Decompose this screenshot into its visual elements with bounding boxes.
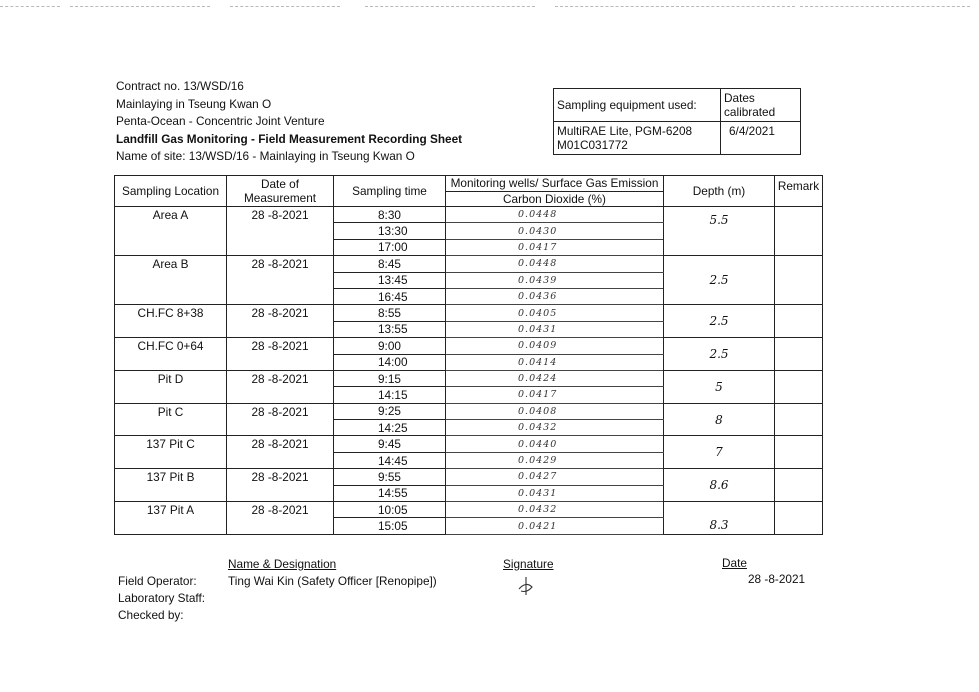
remark-cell bbox=[775, 305, 823, 338]
header-remark: Remark bbox=[775, 176, 823, 207]
equipment-header: Sampling equipment used: bbox=[554, 89, 721, 122]
co2-value: 0.0432 bbox=[446, 420, 664, 436]
time-cell: 10:05 bbox=[334, 502, 446, 518]
header-location: Sampling Location bbox=[115, 176, 227, 207]
equipment-table bbox=[553, 88, 801, 155]
time-cell: 14:45 bbox=[334, 452, 446, 468]
time-cell: 14:00 bbox=[334, 354, 446, 370]
location-cell: Area A bbox=[115, 207, 227, 256]
time-cell: 8:45 bbox=[334, 256, 446, 272]
document-header bbox=[116, 78, 462, 166]
field-operator-name: Ting Wai Kin (Safety Officer [Renopipe]) bbox=[228, 574, 437, 588]
co2-value: 0.0436 bbox=[446, 288, 664, 304]
time-cell: 8:55 bbox=[334, 305, 446, 321]
header-co2: Carbon Dioxide (%) bbox=[446, 191, 664, 207]
table-row bbox=[115, 338, 823, 354]
time-cell: 17:00 bbox=[334, 239, 446, 255]
date-cell: 28 -8-2021 bbox=[227, 256, 334, 305]
location-cell: Pit D bbox=[115, 370, 227, 403]
table-row bbox=[115, 502, 823, 518]
remark-cell bbox=[775, 207, 823, 256]
field-operator-label: Field Operator: bbox=[118, 574, 197, 588]
time-cell: 14:15 bbox=[334, 387, 446, 403]
contract-number: Contract no. 13/WSD/16 bbox=[116, 79, 244, 93]
depth-cell: 2.5 bbox=[664, 305, 775, 338]
time-cell: 9:55 bbox=[334, 469, 446, 485]
name-designation-heading: Name & Designation bbox=[228, 557, 337, 571]
co2-value: 0.0448 bbox=[446, 256, 664, 272]
co2-value: 0.0440 bbox=[446, 436, 664, 452]
field-operator-date: 28 -8-2021 bbox=[748, 572, 806, 586]
calibrated-header: Dates calibrated bbox=[721, 89, 801, 122]
remark-cell bbox=[775, 256, 823, 305]
co2-value: 0.0408 bbox=[446, 403, 664, 419]
location-cell: Area B bbox=[115, 256, 227, 305]
co2-value: 0.0430 bbox=[446, 223, 664, 239]
date-cell: 28 -8-2021 bbox=[227, 370, 334, 403]
co2-value: 0.0429 bbox=[446, 452, 664, 468]
co2-value: 0.0427 bbox=[446, 469, 664, 485]
date-cell: 28 -8-2021 bbox=[227, 207, 334, 256]
depth-cell: 8.3 bbox=[664, 502, 775, 535]
co2-value: 0.0409 bbox=[446, 338, 664, 354]
laboratory-staff-label: Laboratory Staff: bbox=[118, 591, 206, 605]
co2-value: 0.0439 bbox=[446, 272, 664, 288]
time-cell: 9:00 bbox=[334, 338, 446, 354]
location-cell: 137 Pit A bbox=[115, 502, 227, 535]
remark-cell bbox=[775, 403, 823, 436]
equipment-serial: M01C031772 bbox=[557, 138, 628, 152]
scan-artifact bbox=[800, 6, 970, 7]
scan-artifact bbox=[230, 6, 340, 7]
depth-cell: 2.5 bbox=[664, 256, 775, 305]
remark-cell bbox=[775, 502, 823, 535]
measurement-table bbox=[114, 175, 823, 535]
date-cell: 28 -8-2021 bbox=[227, 305, 334, 338]
date-cell: 28 -8-2021 bbox=[227, 469, 334, 502]
remark-cell bbox=[775, 436, 823, 469]
date-cell: 28 -8-2021 bbox=[227, 338, 334, 371]
table-row bbox=[115, 469, 823, 485]
calibration-date: 6/4/2021 bbox=[721, 122, 801, 155]
scan-artifact bbox=[70, 6, 210, 7]
depth-cell: 7 bbox=[664, 436, 775, 469]
depth-cell: 2.5 bbox=[664, 338, 775, 371]
location-cell: Pit C bbox=[115, 403, 227, 436]
location-cell: CH.FC 0+64 bbox=[115, 338, 227, 371]
scan-artifact bbox=[365, 6, 535, 7]
co2-value: 0.0417 bbox=[446, 239, 664, 255]
depth-cell: 5 bbox=[664, 370, 775, 403]
date-cell: 28 -8-2021 bbox=[227, 436, 334, 469]
date-heading: Date bbox=[722, 556, 747, 570]
co2-value: 0.0431 bbox=[446, 485, 664, 501]
time-cell: 13:55 bbox=[334, 321, 446, 337]
header-time: Sampling time bbox=[334, 176, 446, 207]
remark-cell bbox=[775, 469, 823, 502]
signature-mark bbox=[515, 575, 537, 597]
depth-cell: 8 bbox=[664, 403, 775, 436]
site-name: Name of site: 13/WSD/16 - Mainlaying in Tseung Kwan O bbox=[116, 149, 415, 163]
co2-value: 0.0421 bbox=[446, 518, 664, 534]
co2-value: 0.0424 bbox=[446, 370, 664, 386]
equipment-model: MultiRAE Lite, PGM-6208 bbox=[557, 124, 693, 138]
time-cell: 15:05 bbox=[334, 518, 446, 534]
time-cell: 16:45 bbox=[334, 288, 446, 304]
co2-value: 0.0448 bbox=[446, 207, 664, 223]
time-cell: 13:30 bbox=[334, 223, 446, 239]
signature-heading: Signature bbox=[503, 557, 554, 571]
equipment-cell bbox=[554, 122, 721, 155]
header-gas-emission: Monitoring wells/ Surface Gas Emission bbox=[446, 176, 664, 192]
table-row bbox=[115, 207, 823, 223]
table-row bbox=[115, 370, 823, 386]
time-cell: 13:45 bbox=[334, 272, 446, 288]
table-row bbox=[115, 305, 823, 321]
project-name: Mainlaying in Tseung Kwan O bbox=[116, 96, 272, 111]
header-depth: Depth (m) bbox=[664, 176, 775, 207]
co2-value: 0.0417 bbox=[446, 387, 664, 403]
co2-value: 0.0405 bbox=[446, 305, 664, 321]
table-row bbox=[115, 256, 823, 272]
depth-cell: 8.6 bbox=[664, 469, 775, 502]
location-cell: 137 Pit B bbox=[115, 469, 227, 502]
table-row bbox=[115, 436, 823, 452]
location-cell: CH.FC 8+38 bbox=[115, 305, 227, 338]
time-cell: 9:15 bbox=[334, 370, 446, 386]
location-cell: 137 Pit C bbox=[115, 436, 227, 469]
header-date: Date of Measurement bbox=[227, 176, 334, 207]
checked-by-label: Checked by: bbox=[118, 608, 184, 622]
remark-cell bbox=[775, 370, 823, 403]
scan-artifact bbox=[555, 6, 795, 7]
time-cell: 14:25 bbox=[334, 420, 446, 436]
table-row bbox=[115, 403, 823, 419]
time-cell: 14:55 bbox=[334, 485, 446, 501]
co2-value: 0.0414 bbox=[446, 354, 664, 370]
remark-cell bbox=[775, 338, 823, 371]
co2-value: 0.0431 bbox=[446, 321, 664, 337]
contractor-name: Penta-Ocean - Concentric Joint Venture bbox=[116, 114, 325, 128]
time-cell: 9:25 bbox=[334, 403, 446, 419]
depth-cell: 5.5 bbox=[664, 207, 775, 256]
scan-artifact bbox=[0, 6, 60, 7]
time-cell: 8:30 bbox=[334, 207, 446, 223]
date-cell: 28 -8-2021 bbox=[227, 502, 334, 535]
date-cell: 28 -8-2021 bbox=[227, 403, 334, 436]
time-cell: 9:45 bbox=[334, 436, 446, 452]
co2-value: 0.0432 bbox=[446, 502, 664, 518]
sheet-title: Landfill Gas Monitoring - Field Measurement Recording Sheet bbox=[116, 131, 463, 146]
